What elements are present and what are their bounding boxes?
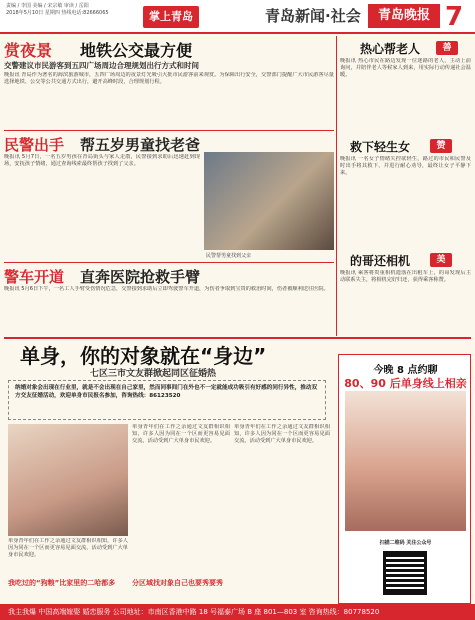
- lead-title: 地铁公交最方便: [80, 41, 193, 60]
- qr-code-icon[interactable]: [383, 551, 427, 595]
- column-divider: [336, 36, 337, 336]
- lead-headline: [4, 38, 334, 60]
- news-photo: [204, 152, 334, 250]
- ad-line1: 今晚 8 点约聊: [373, 365, 438, 376]
- story1-body: 晚报讯 5月7日，一名五岁男孩在青岛街头与家人走散，民警接到求助后迅速赶到现场，安抚孩子情绪，通过查询线索最终帮孩子找到了父亲。: [4, 154, 200, 168]
- right1-title: 热心帮老人: [360, 42, 421, 56]
- story2-tag: 警车开道: [4, 268, 65, 286]
- ad-line2: 80、90 后单身线上相亲: [344, 377, 467, 390]
- right3-body: 晚报讯 乘客将贵重相机遗落在出租车上，的哥发现后主动联系失主，将相机完好归还，获得乘客称赞。: [340, 270, 471, 284]
- feature-photo: [8, 424, 128, 536]
- page-number: 7: [445, 2, 464, 32]
- right2-title: 救下轻生女: [350, 140, 411, 154]
- ad-qr-text: 扫描二维码 关注公众号: [379, 540, 432, 546]
- newspaper-brand: 青岛晚报: [368, 4, 440, 28]
- dating-ad[interactable]: [338, 354, 471, 604]
- meta-line: 责编 / 李国 美编 / 宋宗敏 审读 / 岳阳: [6, 3, 89, 9]
- lead-subtitle: 交警建议市民游客到五四广场周边合理规划出行方式和时间: [4, 61, 199, 70]
- photo-caption: 民警帮男童找到父亲: [206, 253, 252, 259]
- right3-badge: 美: [430, 253, 452, 267]
- feature-body-b: 单身青年们在工作之余通过文友群相识相知，许多人因为同在一个区而更容易见面交流，活动受到广大单身市民欢迎。: [132, 424, 230, 445]
- lead-body: 晚报讯 青岛作为著名的海滨旅游城市，五四广场周边的夜景灯光吸引大批市民游客前来观赏。为保障出行安全，交警部门提醒广大市民游客尽量选择地铁、公交等公共交通方式出行，避开高峰时段，合理规划行程。: [4, 72, 334, 86]
- divider: [4, 130, 334, 131]
- feature-notice: 纳婚对象会出现在行业里，就是不会出现在自己家里，然而同事间门在外也不一定就能成功吸引有好感的同行异性，推动双方交友征婚活动，欢迎单身市民报名参加，咨询热线：86123520: [8, 380, 326, 420]
- feature-title: 单身，你的对象就在“身边”: [20, 344, 267, 368]
- feature-box-left: 我吃过的“狗粮”比家里的二哈都多: [8, 579, 116, 587]
- right1-body: 晚报讯 热心市民在路边发现一位迷路的老人，主动上前询问，并陪伴老人等候家人到来，用实际行动传递社会温暖。: [340, 58, 471, 79]
- right2-body: 晚报讯 一名女子情绪失控欲轻生，路过的市民和民警及时出手将其救下，并进行耐心劝导，最终让女子平静下来。: [340, 156, 471, 177]
- right1-badge: 善: [436, 41, 458, 55]
- story2-title: 直奔医院抢救手臂: [80, 268, 201, 286]
- page-header: [0, 0, 475, 34]
- footer-ad: 我主我爆 中国高端嫁娶 婚恋服务 公司地址：市南区香港中路 18 号福泰广场 B 座 801—803 室 咨询热线：80778520: [0, 604, 475, 620]
- header-meta: [6, 3, 136, 17]
- story2-body: 晚报讯 5月6日下午，一名工人手臂受伤情况危急，交警接到求助后立即驾驶警车开道，为伤者争取到宝贵的救治时间，伤者被顺利送往医院。: [4, 286, 329, 292]
- section-divider: [4, 337, 471, 339]
- app-badge[interactable]: 掌上青岛: [143, 6, 199, 28]
- divider: [4, 262, 334, 263]
- feature-subtitle: 七区三市文友群掀起同区征婚热: [90, 369, 217, 379]
- lead-tag: 赏夜景: [4, 41, 53, 60]
- feature-box-mid: 分区域找对象自己也要秀要秀: [132, 579, 223, 587]
- right2-badge: 赞: [430, 139, 452, 153]
- story1-tag: 民警出手: [4, 136, 65, 154]
- right3-title: 的哥还相机: [350, 254, 411, 268]
- story1-title: 帮五岁男童找老爸: [80, 136, 201, 154]
- section-title: 青岛新闻·社会: [265, 7, 361, 25]
- ad-photo: [345, 391, 466, 531]
- meta-line: 2018年5月10日 星期四 热线电话:82666065: [6, 10, 109, 16]
- feature-body-c: 单身青年们在工作之余通过文友群相识相知，许多人因为同在一个区而更容易见面交流，活动受到广大单身市民欢迎。: [234, 424, 330, 445]
- feature-body-a: 单身青年们在工作之余通过文友群相识相知，许多人因为同在一个区而更容易见面交流，活动受到广大单身市民欢迎。: [8, 538, 128, 559]
